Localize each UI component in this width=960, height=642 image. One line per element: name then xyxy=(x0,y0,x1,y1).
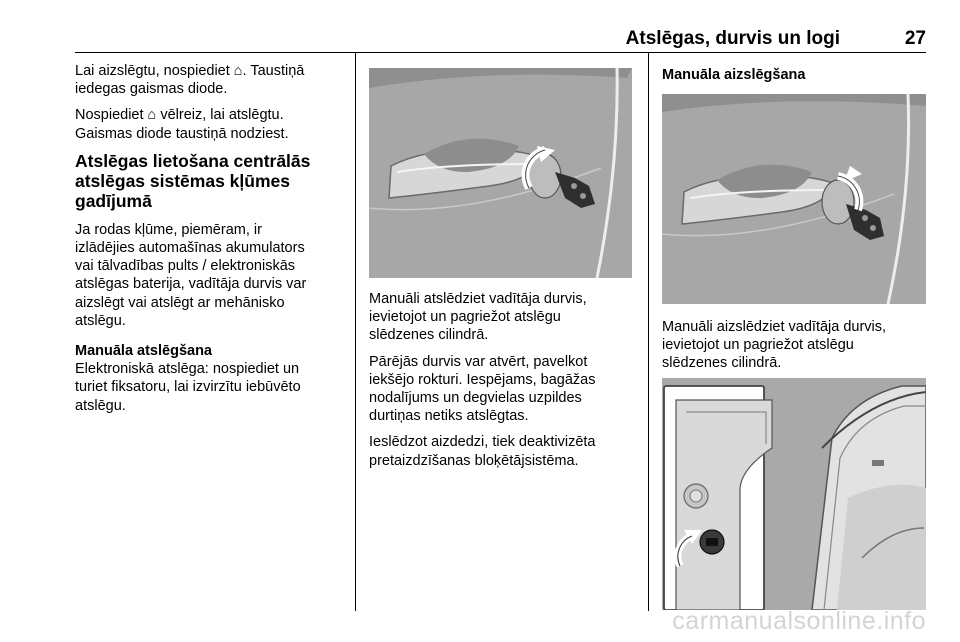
figure-door-lock-latch xyxy=(662,378,926,610)
paragraph-manual-lock: Manuāli aizslēdziet vadītāja durvis, ievietojot un pagriežot atslēgu slēdzenes cilindrā. xyxy=(662,319,887,372)
paragraph-lock-led: Lai aizslēgtu, nospiediet ⌂. Taustiņā iedegas gaismas diode. xyxy=(75,63,305,98)
section-heading-failure: Atslēgas lietošana centrālās atslēgas sistēmas kļūmes gadījumā xyxy=(75,150,311,211)
column-3-text xyxy=(662,318,930,381)
figure-door-handle-lock xyxy=(662,94,926,304)
column-divider-2 xyxy=(648,53,649,611)
column-1 xyxy=(75,62,345,423)
paragraph-manual-unlock: Manuāli atslēdziet vadītāja durvis, ievietojot un pagriežot atslēgu slēdzenes cilindrā. xyxy=(369,291,587,344)
header-rule xyxy=(75,52,926,53)
page-header xyxy=(75,28,926,52)
figure-door-handle-unlock xyxy=(369,68,632,278)
column-divider-1 xyxy=(355,53,356,611)
column-3-heading xyxy=(662,66,930,84)
paragraph-other-doors: Pārējās durvis var atvērt, pavelkot iekšējo rokturi. Iespējams, bagāžas nodalījums un degvielas uzpildes durtiņas netiks atslēgtas. xyxy=(369,353,596,425)
subheading-manual-lock: Manuāla aizslēgšana xyxy=(662,67,806,83)
page-number: 27 xyxy=(904,28,926,49)
paragraph-failure-cause: Ja rodas kļūme, piemēram, ir izlādējies automašīnas akumulators vai tālvadības pults / elektroniskās atslēgas baterija, vadītāja durvis var aizslēgt vai atslēgt ar mehānisko atslēgu. xyxy=(75,221,307,329)
paragraph-unlock-led: Nospiediet ⌂ vēlreiz, lai atslēgtu. Gaismas diode taustiņā nodziest. xyxy=(75,107,289,142)
page-header-title: Atslēgas, durvis un logi xyxy=(625,28,840,49)
subheading-manual-unlock: Manuāla atslēgšana xyxy=(75,343,212,360)
paragraph-ignition: Ieslēdzot aizdedzi, tiek deaktivizēta pretaizdzīšanas bloķētājsistēma. xyxy=(369,434,596,469)
paragraph-electronic-key: Elektroniskā atslēga: nospiediet un turiet fiksatoru, lai izvirzītu iebūvēto atslēgu. xyxy=(75,361,301,414)
watermark: carmanualsonline.info xyxy=(672,607,926,635)
column-2-text xyxy=(369,290,637,478)
